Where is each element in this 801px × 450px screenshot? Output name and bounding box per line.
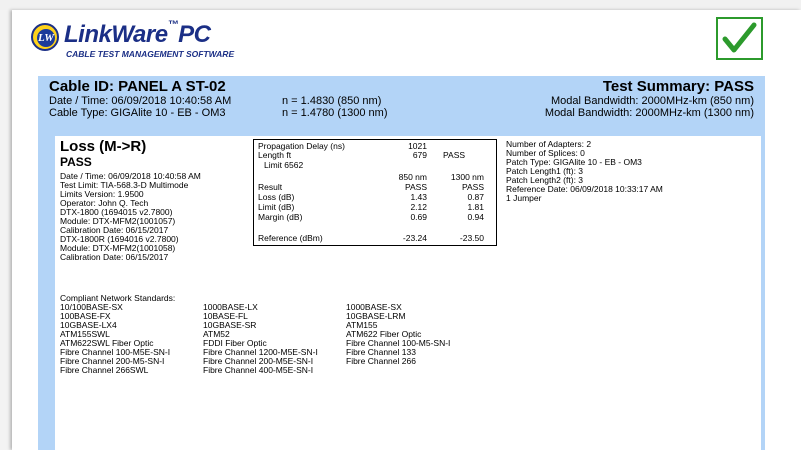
header-n-1300: n = 1.4780 (1300 nm) (282, 107, 388, 119)
report-header (38, 76, 765, 126)
patch-info-item: Number of Splices: 0 (506, 148, 585, 158)
loss-row-850: 1.43 (410, 192, 427, 202)
logo-badge-text: LW (37, 29, 55, 47)
standard-item: Fibre Channel 266 (346, 356, 416, 366)
standard-item: ATM622 Fiber Optic (346, 329, 422, 339)
loss-detail: Test Limit: TIA-568.3-D Multimode (60, 180, 189, 190)
margin-row-850: 0.69 (410, 212, 427, 222)
loss-detail: Module: DTX-MFM2(1001057) (60, 216, 176, 226)
margin-row-1300: 0.94 (467, 212, 484, 222)
loss-result: PASS (60, 155, 92, 169)
header-modal-850: Modal Bandwidth: 2000MHz-km (850 nm) (551, 95, 754, 107)
standards-heading: Compliant Network Standards: (60, 293, 176, 303)
patch-info-item: 1 Jumper (506, 193, 542, 203)
standard-item: Fibre Channel 400-M5E-SN-I (203, 365, 314, 375)
patch-info-item: Reference Date: 06/09/2018 10:33:17 AM (506, 184, 663, 194)
standard-item: 1000BASE-LX (203, 302, 258, 312)
header-modal-1300: Modal Bandwidth: 2000MHz-km (1300 nm) (544, 107, 754, 119)
reference-1300: -23.50 (459, 233, 484, 243)
header-n-850: n = 1.4830 (850 nm) (282, 95, 382, 107)
standard-item: 10GBASE-SR (203, 320, 257, 330)
logo-badge (31, 23, 59, 51)
standard-item: Fibre Channel 200-M5E-SN-I (203, 356, 314, 366)
margin-row-label: Margin (dB) (258, 212, 303, 222)
reference-850: -23.24 (402, 233, 427, 243)
check-icon (718, 19, 761, 58)
loss-detail: DTX-1800R (1694016 v2.7800) (60, 234, 179, 244)
standard-item: Fibre Channel 200-M5-SN-I (60, 356, 165, 366)
standard-item: ATM155SWL (60, 329, 110, 339)
loss-title: Loss (M->R) (60, 138, 147, 155)
loss-row-1300: 0.87 (467, 192, 484, 202)
logo-title (64, 21, 210, 49)
standard-item: 1000BASE-SX (346, 302, 402, 312)
loss-row-label: Loss (dB) (258, 192, 295, 202)
length-limit: Limit 6562 (264, 160, 304, 170)
logo-trademark: ™ (167, 19, 179, 31)
standard-item: 10/100BASE-SX (60, 302, 123, 312)
loss-detail: Calibration Date: 06/15/2017 (60, 225, 169, 235)
prop-delay-value: 1021 (408, 141, 427, 151)
logo-title-main: LinkWare (64, 21, 168, 48)
limit-row-label: Limit (dB) (258, 202, 295, 212)
standard-item: Fibre Channel 100-M5E-SN-I (60, 347, 171, 357)
patch-info-item: Patch Length2 (ft): 3 (506, 175, 584, 185)
length-label: Length ft (258, 150, 292, 160)
standard-item: 10GBASE-LX4 (60, 320, 117, 330)
result-row-1300: PASS (461, 182, 484, 192)
patch-info-item: Number of Adapters: 2 (506, 139, 592, 149)
standard-item: ATM622SWL Fiber Optic (60, 338, 154, 348)
standard-item: 10BASE-FL (203, 311, 248, 321)
loss-detail: Calibration Date: 06/15/2017 (60, 252, 169, 262)
pass-check-box (716, 17, 763, 60)
header-date-time: Date / Time: 06/09/2018 10:40:58 AM (49, 95, 232, 107)
logo-title-suffix: PC (178, 21, 211, 48)
prop-delay-label: Propagation Delay (ns) (258, 141, 345, 151)
result-row-850: PASS (404, 182, 427, 192)
standard-item: Fibre Channel 1200-M5E-SN-I (203, 347, 318, 357)
patch-info-item: Patch Type: GIGAlite 10 - EB - OM3 (506, 157, 642, 167)
loss-detail: DTX-1800 (1694015 v2.7800) (60, 207, 173, 217)
standard-item: ATM155 (346, 320, 378, 330)
viewer-left-gutter (0, 10, 12, 450)
standard-item: 100BASE-FX (60, 311, 111, 321)
logo-subtitle: CABLE TEST MANAGEMENT SOFTWARE (66, 49, 235, 59)
standard-item: 10GBASE-LRM (346, 311, 406, 321)
reference-label: Reference (dBm) (258, 233, 323, 243)
test-summary: Test Summary: PASS (602, 78, 754, 95)
loss-detail: Date / Time: 06/09/2018 10:40:58 AM (60, 171, 201, 181)
patch-info-item: Patch Length1 (ft): 3 (506, 166, 584, 176)
limit-row-1300: 1.81 (467, 202, 484, 212)
length-value: 679 (412, 150, 427, 160)
loss-detail: Limits Version: 1.9500 (60, 189, 144, 199)
loss-detail: Module: DTX-MFM2(1001058) (60, 243, 176, 253)
standard-item: Fibre Channel 133 (346, 347, 416, 357)
standard-item: ATM52 (203, 329, 230, 339)
length-result: PASS (443, 150, 466, 160)
result-row-label: Result (258, 182, 283, 192)
limit-row-850: 2.12 (410, 202, 427, 212)
standard-item: Fibre Channel 100-M5-SN-I (346, 338, 451, 348)
loss-detail: Operator: John Q. Tech (60, 198, 149, 208)
header-cable-type: Cable Type: GIGAlite 10 - EB - OM3 (49, 107, 226, 119)
cable-id: Cable ID: PANEL A ST-02 (49, 78, 226, 95)
standard-item: Fibre Channel 266SWL (60, 365, 149, 375)
standard-item: FDDI Fiber Optic (203, 338, 267, 348)
wavelength-850: 850 nm (398, 172, 427, 182)
wavelength-1300: 1300 nm (450, 172, 484, 182)
